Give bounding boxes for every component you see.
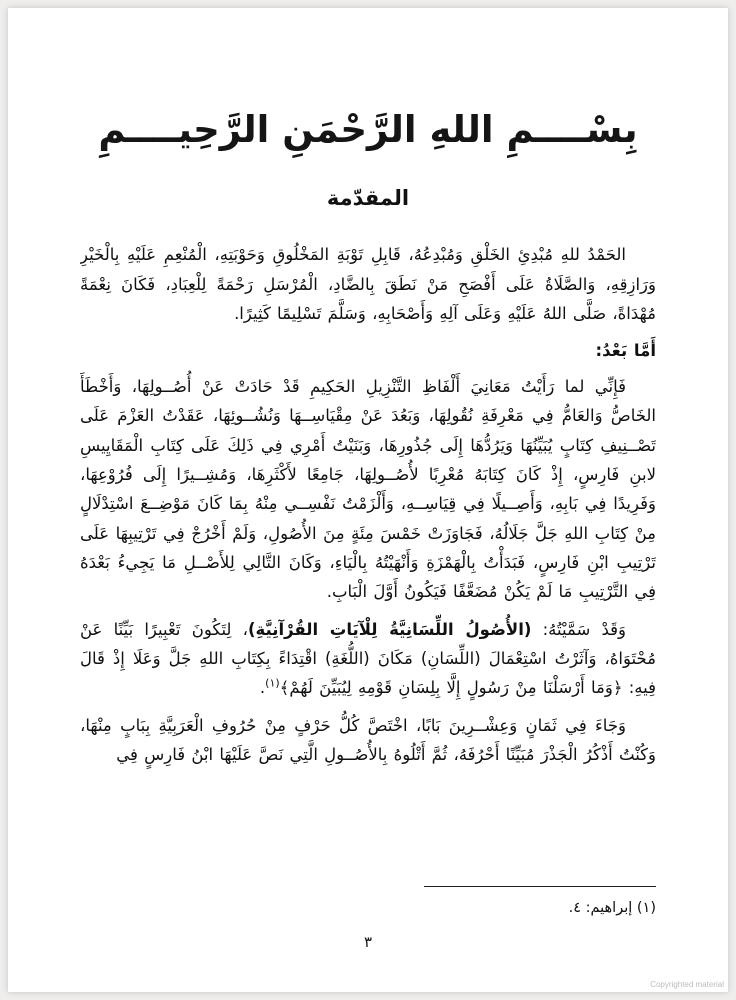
text-run-end: . — [259, 678, 266, 698]
footnote-reference: (١) — [265, 676, 280, 690]
text-run-prefix: وَقَدْ سَمَّيْتُهُ: — [531, 619, 627, 639]
page — [8, 8, 728, 992]
copyright-watermark: Copyrighted material — [650, 980, 724, 989]
amma-baad-line: أَمَّا بَعْدُ: — [595, 341, 656, 361]
footnote-divider — [424, 886, 656, 887]
footnote: (١) إبراهيم: ٤. — [568, 900, 656, 916]
paragraph-structure: وَجَاءَ فِي ثَمَانٍ وَعِشْــرِينَ بَابًا، اخْتَصَّ كُلُّ حَرْفٍ مِنْ حُرُوفِ الْعَرَبِيَّةِ بِبَابٍ مِنْهَا، وَكُنْتُ أَذْكُرُ الْجَذْرَ مُبَيِّنًا أَحْرُفَهُ، ثُمَّ أَتْلُوهُ بِالأُصُــولِ الَّتِي نَصَّ عَلَيْهَا ابْنُ فَارِسٍ فِي — [80, 715, 656, 765]
body-text — [80, 240, 656, 769]
paragraph-motivation: فَإِنِّي لما رَأَيْتُ مَعَانِيَ أَلْفَاظِ التَّنْزِيلِ الحَكِيمِ قَدْ حَادَتْ عَنْ أُصُــولِهَا، وَأَخْطَأَ الخَاصُّ وَالعَامُّ فِي مَعْرِفَةِ نُقُولِهَا، وَبَعُدَ عَنْ مِقْيَاسِــهَا وَنُشُــوئِهَا، عَقَدْتُ العَزْمَ عَلَى تَصْــنِيفِ كِتَابٍ يُبَيِّنُهَا وَيَرُدُّهَا إِلَى جُذُورِهَا، وَبَنَيْتُ أَمْرِي فِي ذَلِكَ عَلَى كِتَابِ الْمَقَايِيسِ لابنِ فَارِسٍ، إِذْ كَانَ كِتَابَهُ مُعْرِبًا لأُصُــولِهَا، جَامِعًا لأَكْثَرِهَا، وَمُشِــيرًا إِلَى فُرُوْعِهَا، وَفَرِيدًا فِي بَابِهِ، وَأَصِــيلًا فِي قِيَاسِــهِ، وَأَلْزَمْتُ نَفْسِــي مِنْهُ بِمَا كَانَ مَوْضِــعَ اسْتِدْلَالٍ مِنْ كِتَابِ اللهِ جَلَّ جَلَالُهُ، فَجَاوَزَتْ خَمْسَ مِئَةٍ مِنَ الأُصُولِ، وَلَمْ أَخْرُجْ فِي تَرْتِيبِهَا عَلَى تَرْتِيبِ ابْنِ فَارِسٍ، فَبَدَأْتُ بِالْهَمْزَةِ وَأَنْهَيْتُهُ بِالْيَاءِ، وَكَانَ التَّالِي لِلأَصْــلِ مَا يَجِيءُ بَعْدَهُ فِي التَّرْتِيبِ مَا لَمْ يَكُنْ مُضَعَّفًا فَيَكُونُ أَوَّلَ الْبَابِ. — [80, 376, 656, 602]
page-number: ٣ — [363, 933, 373, 951]
chapter-heading: المقدّمة — [326, 186, 410, 211]
page-content — [80, 108, 656, 864]
text-run-rest: ، لِتَكُونَ تَعْبِيرًا بَيِّنًا عَنْ مُحْتَوَاهُ، وَآثَرْتُ اسْتِعْمَالَ (اللِّسَانِ) مَكَانَ (اللُّغَةِ) اقْتِدَاءً بِكِتَابِ اللهِ جَلَّ وَعَلَا إِذْ قَالَ فِيهِ: ﴿وَمَا أَرْسَلْنَا مِنْ رَسُولٍ إِلَّا بِلِسَانِ قَوْمِهِ لِيُبَيِّنَ لَهُمْ﴾ — [80, 619, 656, 698]
book-title: (الأُصُولُ اللِّسَانِيَّةُ لِلْآيَاتِ القُرْآنِيَّةِ) — [247, 619, 532, 639]
paragraph-opening-praise: الحَمْدُ للهِ مُبْدِئِ الخَلْقِ وَمُبْدِعُهُ، قَابِلِ تَوْبَةِ المَخْلُوقِ وَحَوْبَتِهِ، الْمُنْعِمِ عَلَيْهِ بِالْخَيْرِ وَرَازِقِهِ، وَالصَّلَاةُ عَلَى أَفْصَحِ مَنْ نَطَقَ بِالضَّادِ، الْمُرْسَلِ رَحْمَةً لِلْعِبَادِ، فَكَانَ نِعْمَةً مُهْدَاةً، صَلَّى اللهُ عَلَيْهِ وَعَلَى آلِهِ وَأَصْحَابِهِ، وَسَلَّمَ تَسْلِيمًا كَثِيرًا. — [80, 245, 656, 324]
paragraph-book-naming — [80, 615, 656, 703]
basmala-calligraphy: بِسْــــمِ اللهِ الرَّحْمَنِ الرَّحِيــــمِ — [98, 108, 638, 151]
